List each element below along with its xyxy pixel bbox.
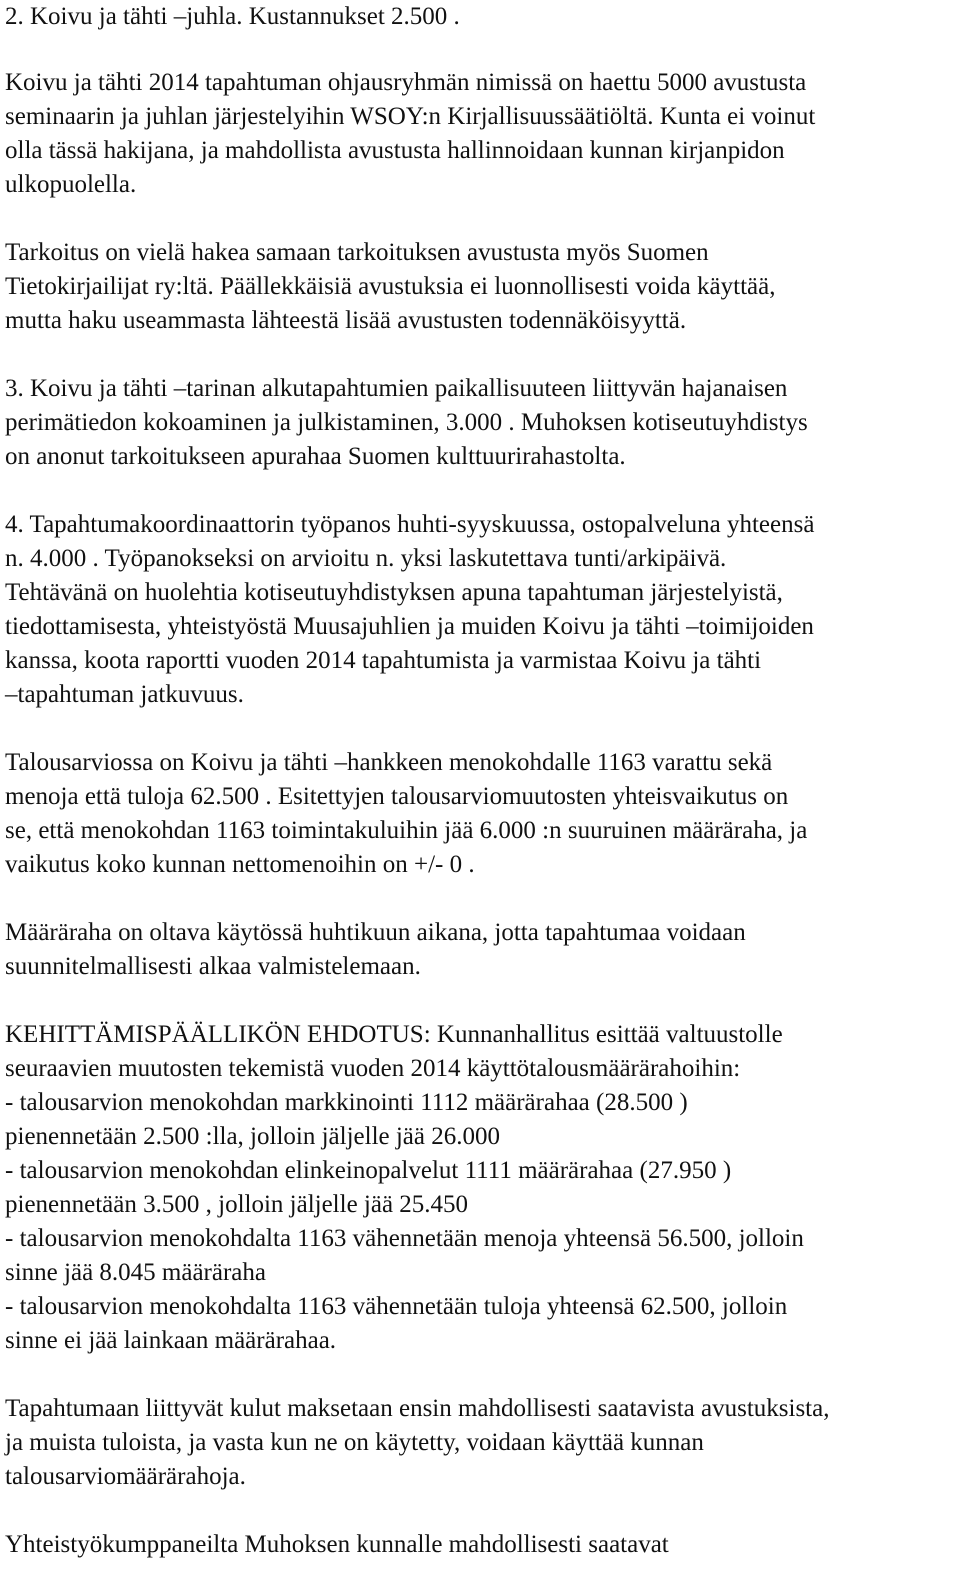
text-line: kanssa, koota raportti vuoden 2014 tapahtumista ja varmistaa Koivu ja tähti bbox=[5, 647, 762, 674]
text-line: Tapahtumaan liittyvät kulut maksetaan ensin mahdollisesti saatavista avustuksista, bbox=[5, 1395, 830, 1422]
list-item-line: - talousarvion menokohdan markkinointi 1112 määrärahaa (28.500 ) bbox=[5, 1089, 688, 1116]
text-line: Tietokirjailijat ry:ltä. Päällekkäisiä avustuksia ei luonnollisesti voida käyttää, bbox=[5, 273, 776, 300]
section-4-line: 4. Tapahtumakoordinaattorin työpanos huhti-syyskuussa, ostopalveluna yhteensä bbox=[5, 511, 815, 538]
text-line: pienennetään 3.500 , jolloin jäljelle jää 25.450 bbox=[5, 1191, 469, 1218]
text-line: tiedottamisesta, yhteistyöstä Muusajuhlien ja muiden Koivu ja tähti –toimijoiden bbox=[5, 613, 814, 640]
section-3-line: 3. Koivu ja tähti –tarinan alkutapahtumien paikallisuuteen liittyvän hajanaisen bbox=[5, 375, 788, 402]
text-line: ulkopuolella. bbox=[5, 171, 137, 198]
text-line: seminaarin ja juhlan järjestelyihin WSOY:n Kirjallisuussäätiöltä. Kunta ei voinut bbox=[5, 103, 816, 130]
list-item-line: - talousarvion menokohdalta 1163 vähennetään tuloja yhteensä 62.500, jolloin bbox=[5, 1293, 788, 1320]
text-line: menoja että tuloja 62.500 . Esitettyjen talousarviomuutosten yhteisvaikutus on bbox=[5, 783, 789, 810]
proposal-heading-line: KEHITTÄMISPÄÄLLIKÖN EHDOTUS: Kunnanhallitus esittää valtuustolle bbox=[5, 1021, 783, 1048]
text-line: suunnitelmallisesti alkaa valmistelemaan. bbox=[5, 953, 421, 980]
text-line: –tapahtuman jatkuvuus. bbox=[5, 681, 244, 708]
text-line: n. 4.000 . Työpanokseksi on arvioitu n. yksi laskutettava tunti/arkipäivä. bbox=[5, 545, 727, 572]
text-line: on anonut tarkoitukseen apurahaa Suomen kulttuurirahastolta. bbox=[5, 443, 626, 470]
text-line: talousarviomäärärahoja. bbox=[5, 1463, 246, 1490]
text-line: mutta haku useammasta lähteestä lisää avustusten todennäköisyyttä. bbox=[5, 307, 687, 334]
text-line: Määräraha on oltava käytössä huhtikuun aikana, jotta tapahtumaa voidaan bbox=[5, 919, 746, 946]
text-line: ja muista tuloista, ja vasta kun ne on käytetty, voidaan käyttää kunnan bbox=[5, 1429, 704, 1456]
text-line: pienennetään 2.500 :lla, jolloin jäljelle jää 26.000 bbox=[5, 1123, 500, 1150]
text-line: Koivu ja tähti 2014 tapahtuman ohjausryhmän nimissä on haettu 5000 avustusta bbox=[5, 69, 807, 96]
text-line: se, että menokohdan 1163 toimintakuluihin jää 6.000 :n suuruinen määräraha, ja bbox=[5, 817, 808, 844]
text-line: Tarkoitus on vielä hakea samaan tarkoituksen avustusta myös Suomen bbox=[5, 239, 709, 266]
text-line: sinne jää 8.045 määräraha bbox=[5, 1259, 266, 1286]
text-line: Tehtävänä on huolehtia kotiseutuyhdistyksen apuna tapahtuman järjestelyistä, bbox=[5, 579, 783, 606]
text-line: Yhteistyökumppaneilta Muhoksen kunnalle mahdollisesti saatavat bbox=[5, 1531, 669, 1558]
text-line: seuraavien muutosten tekemistä vuoden 2014 käyttötalousmäärärahoihin: bbox=[5, 1055, 741, 1082]
text-line: perimätiedon kokoaminen ja julkistaminen, 3.000 . Muhoksen kotiseutuyhdistys bbox=[5, 409, 808, 436]
text-line: sinne ei jää lainkaan määrärahaa. bbox=[5, 1327, 337, 1354]
list-item-line: - talousarvion menokohdan elinkeinopalvelut 1111 määrärahaa (27.950 ) bbox=[5, 1157, 732, 1184]
list-item-line: - talousarvion menokohdalta 1163 vähennetään menoja yhteensä 56.500, jolloin bbox=[5, 1225, 804, 1252]
text-line: olla tässä hakijana, ja mahdollista avustusta hallinnoidaan kunnan kirjanpidon bbox=[5, 137, 785, 164]
text-line: vaikutus koko kunnan nettomenoihin on +/- 0 . bbox=[5, 851, 475, 878]
text-line: Talousarviossa on Koivu ja tähti –hankkeen menokohdalle 1163 varattu sekä bbox=[5, 749, 773, 776]
section-2-heading: 2. Koivu ja tähti –juhla. Kustannukset 2.500 . bbox=[5, 3, 460, 30]
